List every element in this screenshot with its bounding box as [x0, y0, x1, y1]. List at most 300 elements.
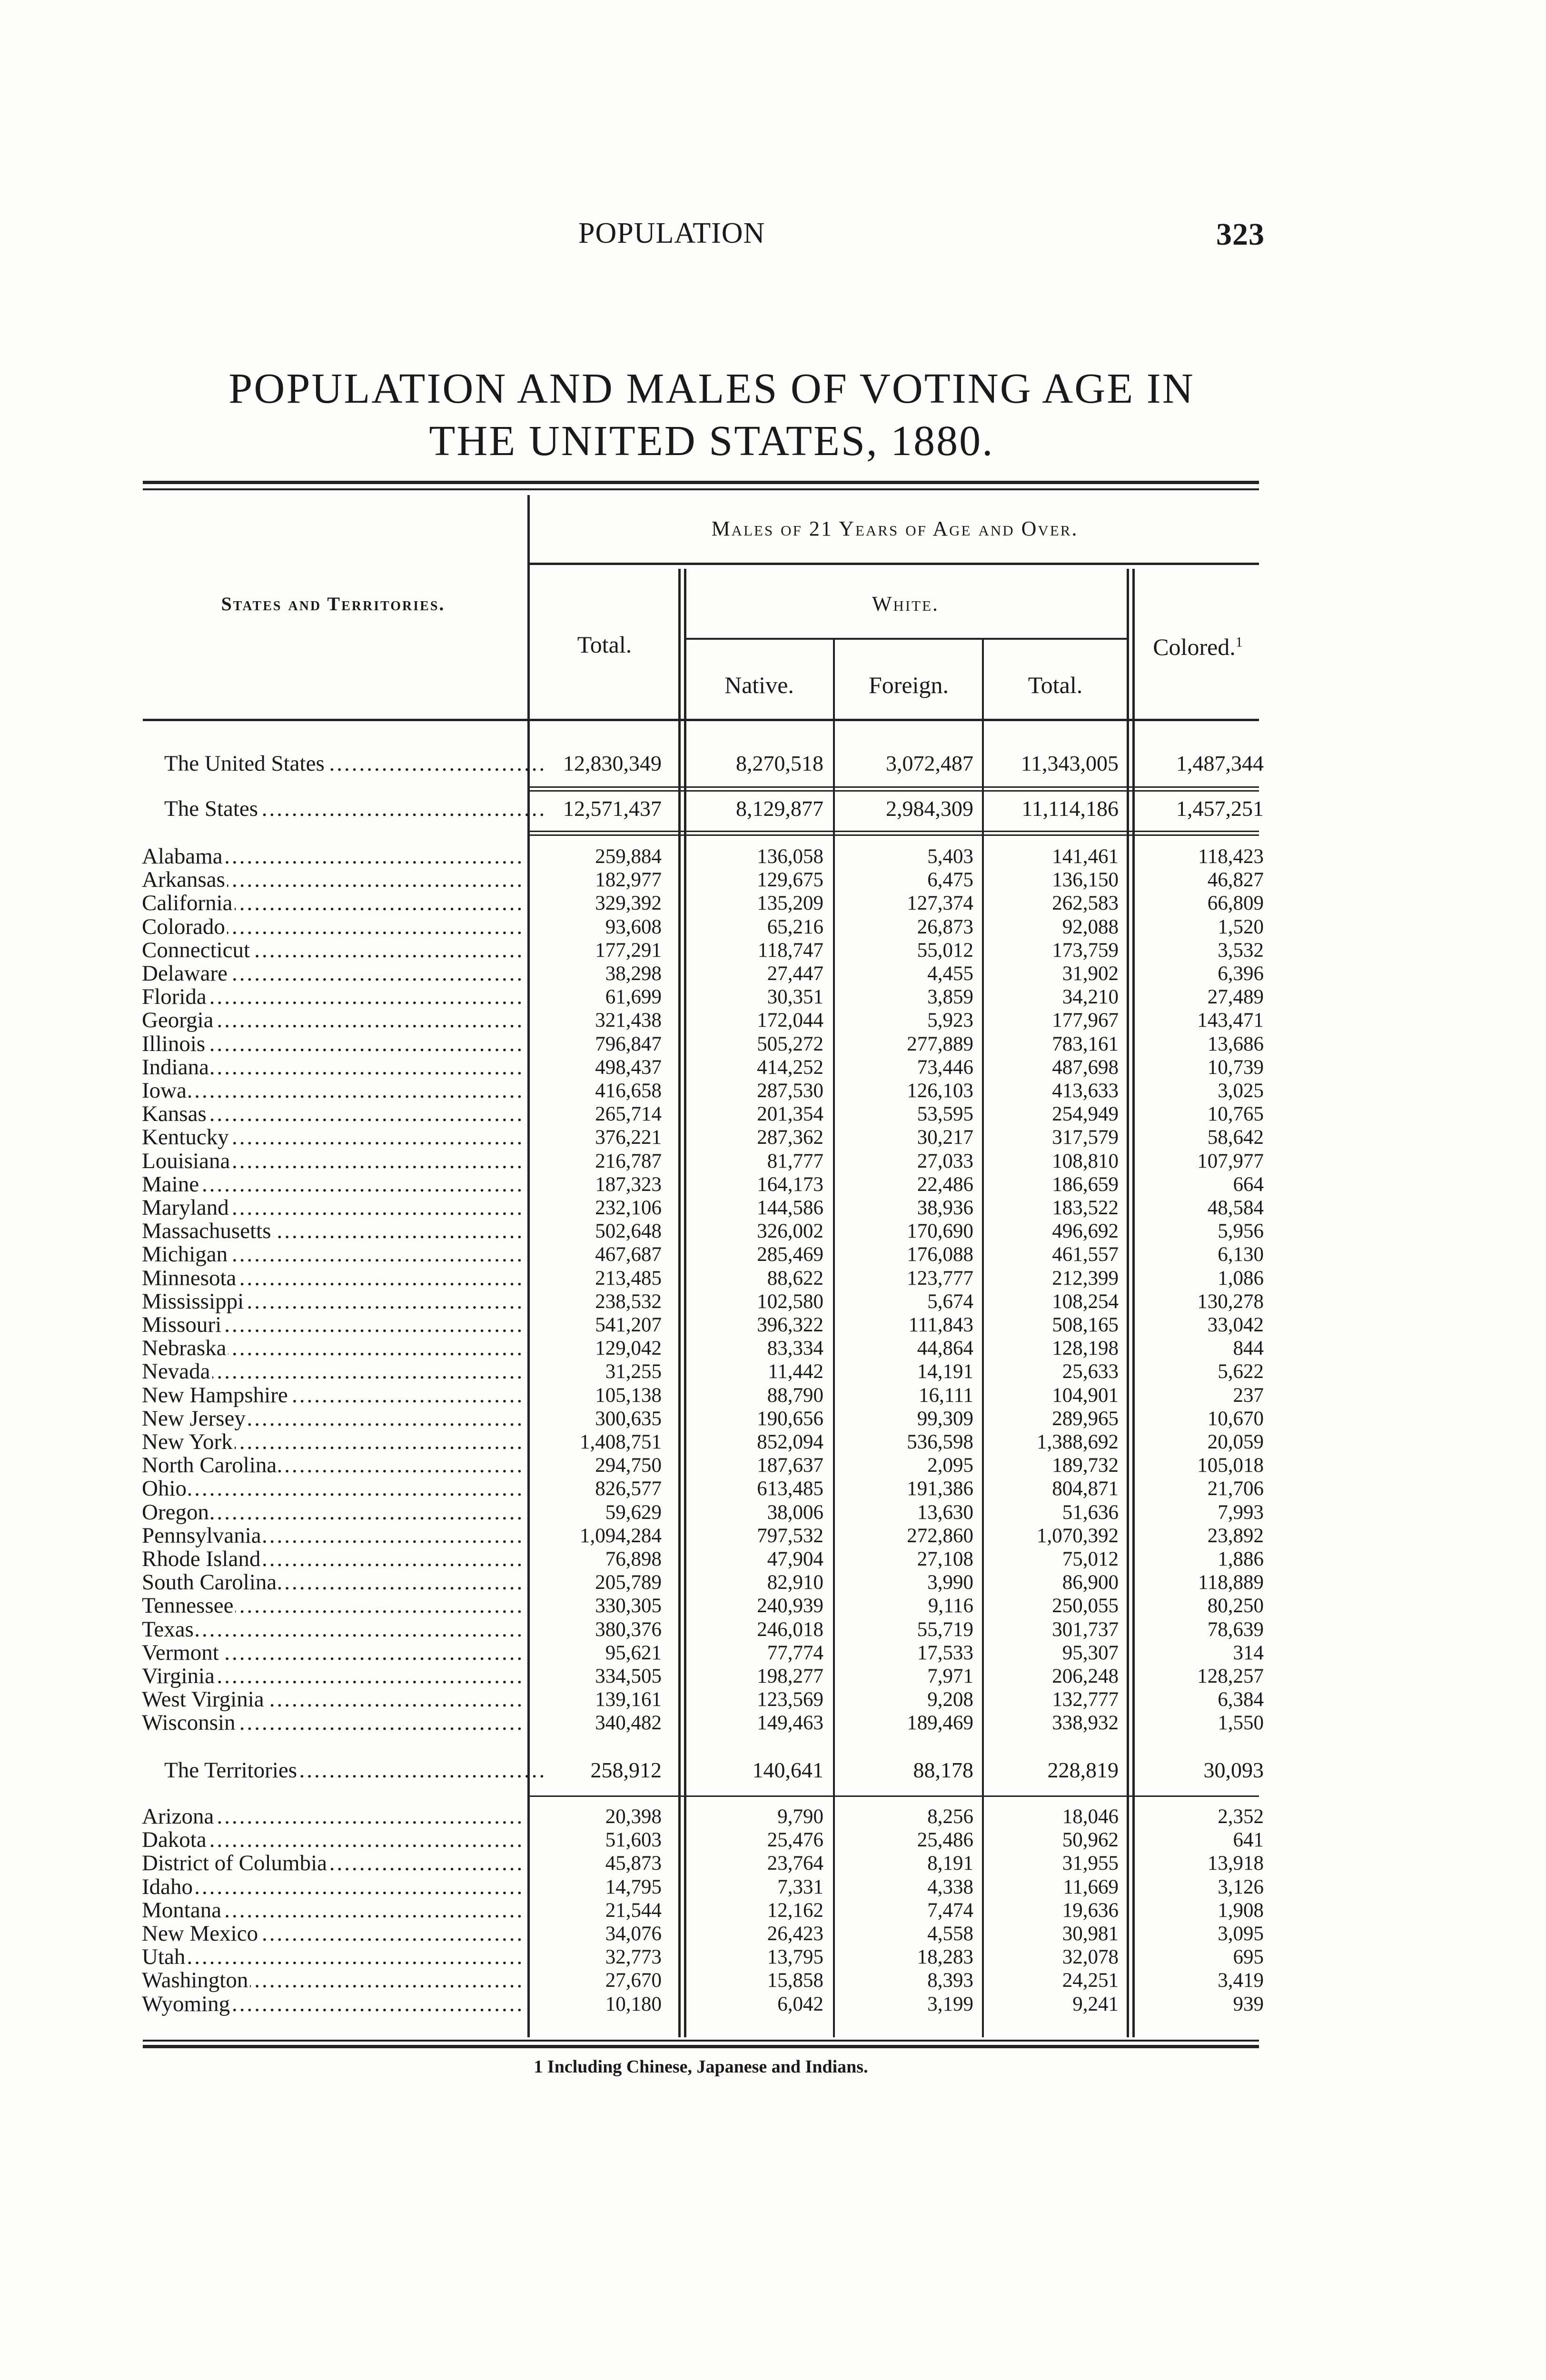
row-label-text: Kentucky [142, 1126, 231, 1149]
row-label-text: Montana [142, 1899, 223, 1922]
total-cell: 45,873 [605, 1852, 662, 1875]
total-cell: 265,714 [595, 1103, 662, 1126]
white-total-cell: 92,088 [1062, 915, 1119, 938]
native-cell: 65,216 [767, 915, 823, 938]
table-row [0, 1313, 1546, 1337]
white-total-cell: 1,388,692 [1037, 1431, 1119, 1453]
colored-cell: 20,059 [1207, 1431, 1264, 1453]
foreign-cell: 5,674 [927, 1290, 973, 1313]
table-row [0, 1665, 1546, 1688]
foreign-cell: 8,393 [927, 1969, 973, 1992]
colored-cell: 1,487,344 [1176, 751, 1264, 775]
row-label [142, 1337, 523, 1360]
row-label-text: Louisiana [142, 1150, 232, 1173]
total-cell: 213,485 [595, 1267, 662, 1289]
footnote: 1 Including Chinese, Japanese and Indians. [534, 2057, 868, 2077]
native-cell: 7,331 [777, 1875, 823, 1898]
row-label [142, 1477, 523, 1500]
colored-cell: 6,130 [1218, 1243, 1264, 1266]
white-total-cell: 1,070,392 [1037, 1524, 1119, 1547]
white-total-cell: 18,046 [1062, 1805, 1119, 1828]
native-cell: 38,006 [767, 1501, 823, 1524]
row-label-text: Dakota [142, 1828, 208, 1852]
table-row [0, 962, 1546, 985]
row-label [142, 892, 523, 915]
row-label [142, 1945, 523, 1969]
foreign-cell: 44,864 [917, 1337, 973, 1360]
colored-cell: 46,827 [1207, 869, 1264, 892]
table-row [0, 1711, 1546, 1735]
white-total-cell: 212,399 [1052, 1267, 1119, 1289]
foreign-cell: 5,923 [927, 1009, 973, 1032]
row-label-text: Nebraska [142, 1337, 228, 1360]
table-row [0, 1126, 1546, 1149]
native-cell: 123,569 [757, 1688, 823, 1711]
row-label [142, 1360, 523, 1383]
row-label [142, 1899, 523, 1922]
foreign-cell: 22,486 [917, 1173, 973, 1196]
row-label [142, 1102, 523, 1126]
foreign-cell: 26,873 [917, 915, 973, 938]
white-total-cell: 173,759 [1052, 939, 1119, 962]
colored-cell: 58,642 [1207, 1126, 1264, 1149]
row-label [142, 1407, 523, 1430]
total-cell: 21,544 [605, 1899, 662, 1922]
table-row [0, 1688, 1546, 1711]
table-row [0, 1360, 1546, 1383]
row-label-text: Arkansas [142, 868, 227, 892]
white-total-cell: 487,698 [1052, 1056, 1119, 1079]
table-row [0, 1501, 1546, 1524]
total-cell: 502,648 [595, 1220, 662, 1243]
table-row [0, 1032, 1546, 1056]
native-cell: 149,463 [757, 1712, 823, 1735]
foreign-cell: 55,012 [917, 939, 973, 962]
colored-cell: 6,384 [1218, 1688, 1264, 1711]
colored-cell: 1,086 [1218, 1267, 1264, 1289]
total-cell: 32,773 [605, 1946, 662, 1969]
bottom-rule-thick [143, 2045, 1259, 2048]
white-total-cell: 9,241 [1072, 1993, 1119, 2015]
white-total-cell: 51,636 [1062, 1501, 1119, 1524]
native-cell: 77,774 [767, 1641, 823, 1664]
native-cell: 140,641 [752, 1758, 823, 1782]
table-row [0, 1079, 1546, 1102]
row-label [142, 1056, 523, 1079]
row-label-text: North Carolina [142, 1454, 278, 1477]
row-label-text: The United States [164, 751, 327, 776]
native-cell: 30,351 [767, 986, 823, 1009]
header-states: States and Territories. [221, 593, 446, 615]
row-label [142, 1079, 523, 1102]
row-label [142, 1009, 523, 1032]
row-label-text: Minnesota [142, 1267, 238, 1290]
foreign-cell: 191,386 [907, 1478, 973, 1500]
native-cell: 326,002 [757, 1220, 823, 1243]
separator-states [527, 831, 1259, 832]
row-label-text: Massachusetts [142, 1220, 273, 1243]
white-total-cell: 11,669 [1063, 1875, 1119, 1898]
native-cell: 246,018 [757, 1618, 823, 1641]
row-label [142, 1852, 523, 1875]
row-label-text: Delaware [142, 962, 229, 985]
white-total-cell: 804,871 [1052, 1478, 1119, 1500]
foreign-cell: 14,191 [917, 1360, 973, 1383]
total-cell: 416,658 [595, 1080, 662, 1102]
white-total-cell: 11,343,005 [1021, 751, 1119, 775]
foreign-cell: 27,033 [917, 1150, 973, 1172]
row-label [142, 1454, 523, 1477]
header-bottom-rule [143, 719, 1259, 721]
colored-cell: 118,423 [1198, 845, 1264, 868]
row-label [142, 962, 523, 985]
row-label [164, 795, 545, 823]
row-label [142, 1150, 523, 1173]
colored-cell: 27,489 [1207, 986, 1264, 1009]
table-row [0, 1056, 1546, 1079]
white-total-cell: 338,932 [1052, 1712, 1119, 1735]
row-label [142, 1805, 523, 1828]
row-label-text: New Jersey [142, 1407, 248, 1430]
total-cell: 27,670 [605, 1969, 662, 1992]
row-label-text: Georgia [142, 1009, 216, 1032]
white-total-cell: 24,251 [1062, 1969, 1119, 1992]
row-label [142, 1267, 523, 1290]
colored-cell: 695 [1233, 1946, 1264, 1969]
native-cell: 6,042 [777, 1993, 823, 2015]
white-total-cell: 34,210 [1062, 986, 1119, 1009]
native-cell: 187,637 [757, 1454, 823, 1477]
table-row [0, 1102, 1546, 1126]
table-row [0, 1922, 1546, 1945]
row-label [164, 750, 545, 777]
native-cell: 505,272 [757, 1032, 823, 1055]
native-cell: 88,622 [767, 1267, 823, 1289]
header-white-total: Total. [1028, 672, 1083, 698]
row-label-text: Ohio [142, 1477, 188, 1500]
white-total-cell: 31,955 [1062, 1852, 1119, 1875]
row-label-text: Indiana [142, 1056, 211, 1079]
white-total-cell: 508,165 [1052, 1314, 1119, 1336]
colored-cell: 3,532 [1218, 939, 1264, 962]
native-cell: 144,586 [757, 1197, 823, 1219]
table-row [0, 1290, 1546, 1313]
foreign-cell: 123,777 [907, 1267, 973, 1289]
separator-states2 [527, 834, 1259, 836]
colored-cell: 2,352 [1218, 1805, 1264, 1828]
white-total-cell: 262,583 [1052, 892, 1119, 915]
native-cell: 88,790 [767, 1384, 823, 1407]
row-label-text: Washington [142, 1969, 250, 1992]
row-label [142, 1688, 523, 1711]
foreign-cell: 3,859 [927, 986, 973, 1009]
white-total-cell: 128,198 [1052, 1337, 1119, 1360]
page-number: 323 [1216, 217, 1265, 252]
row-label-text: Virginia [142, 1665, 217, 1688]
top-rule [143, 481, 1259, 484]
total-cell: 334,505 [595, 1665, 662, 1687]
white-total-cell: 177,967 [1052, 1009, 1119, 1032]
row-label [142, 1875, 523, 1899]
native-cell: 13,795 [767, 1946, 823, 1969]
colored-cell: 33,042 [1207, 1314, 1264, 1336]
colored-cell: 130,278 [1197, 1290, 1264, 1313]
row-label [142, 1290, 523, 1313]
row-label [142, 1571, 523, 1594]
colored-cell: 3,126 [1218, 1875, 1264, 1898]
foreign-cell: 2,095 [927, 1454, 973, 1477]
row-label-text: District of Columbia [142, 1852, 329, 1875]
total-cell: 300,635 [595, 1407, 662, 1430]
native-cell: 9,790 [777, 1805, 823, 1828]
row-label-text: Illinois [142, 1032, 207, 1056]
row-label [142, 985, 523, 1009]
table-row [0, 1594, 1546, 1617]
foreign-cell: 8,256 [927, 1805, 973, 1828]
foreign-cell: 25,486 [917, 1829, 973, 1852]
colored-cell: 143,471 [1197, 1009, 1264, 1032]
row-label [142, 1430, 523, 1454]
row-label [142, 1524, 523, 1547]
row-label-text: Texas [142, 1618, 196, 1641]
total-cell: 541,207 [595, 1314, 662, 1336]
separator-us2 [527, 790, 1259, 792]
white-total-cell: 461,557 [1052, 1243, 1119, 1266]
total-cell: 187,323 [595, 1173, 662, 1196]
row-label [142, 1313, 523, 1337]
colored-cell: 10,765 [1207, 1103, 1264, 1126]
white-total-cell: 289,965 [1052, 1407, 1119, 1430]
table-row [0, 1220, 1546, 1243]
total-cell: 321,438 [595, 1009, 662, 1032]
total-cell: 330,305 [595, 1595, 662, 1617]
native-cell: 83,334 [767, 1337, 823, 1360]
foreign-cell: 53,595 [917, 1103, 973, 1126]
bottom-rule [143, 2040, 1259, 2042]
native-cell: 201,354 [757, 1103, 823, 1126]
foreign-cell: 8,191 [927, 1852, 973, 1875]
white-total-cell: 108,254 [1052, 1290, 1119, 1313]
row-label [142, 939, 523, 962]
row-label [142, 1641, 523, 1665]
foreign-cell: 7,971 [927, 1665, 973, 1687]
white-total-cell: 783,161 [1052, 1032, 1119, 1055]
spanner-underline [527, 563, 1259, 565]
table-row [0, 1196, 1546, 1220]
table-row [0, 1641, 1546, 1665]
total-cell: 38,298 [605, 962, 662, 985]
white-underline [684, 638, 1127, 640]
summary-row-us [0, 750, 1546, 777]
separator-us [527, 786, 1259, 788]
total-cell: 59,629 [605, 1501, 662, 1524]
white-total-cell: 141,461 [1052, 845, 1119, 868]
table-row [0, 1828, 1546, 1852]
colored-cell: 237 [1233, 1384, 1264, 1407]
native-cell: 396,322 [757, 1314, 823, 1336]
colored-cell: 1,520 [1218, 915, 1264, 938]
table-row [0, 939, 1546, 962]
row-label-text: South Carolina [142, 1571, 278, 1594]
foreign-cell: 3,199 [927, 1993, 973, 2015]
foreign-cell: 73,446 [917, 1056, 973, 1079]
total-cell: 12,571,437 [563, 796, 662, 821]
table-row [0, 868, 1546, 892]
row-label [142, 1665, 523, 1688]
foreign-cell: 55,719 [917, 1618, 973, 1641]
row-label-text: Colorado [142, 915, 227, 939]
native-cell: 129,675 [757, 869, 823, 892]
colored-cell: 3,419 [1218, 1969, 1264, 1992]
white-total-cell: 75,012 [1062, 1548, 1119, 1570]
row-label [142, 1993, 523, 2016]
header-white: White. [872, 592, 940, 615]
total-cell: 105,138 [595, 1384, 662, 1407]
row-label-text: Florida [142, 985, 208, 1009]
total-cell: 31,255 [605, 1360, 662, 1383]
table-row [0, 1267, 1546, 1290]
white-total-cell: 228,819 [1047, 1758, 1119, 1782]
native-cell: 190,656 [757, 1407, 823, 1430]
row-label-text: Wisconsin [142, 1711, 238, 1735]
total-cell: 95,621 [605, 1641, 662, 1664]
header-colored: Colored.$^1$ [1153, 634, 1243, 660]
white-total-cell: 30,981 [1062, 1923, 1119, 1945]
separator-territories [527, 1795, 1259, 1797]
row-label [142, 1196, 523, 1220]
row-label-text: Idaho [142, 1875, 195, 1899]
row-label-text: Mississippi [142, 1290, 246, 1313]
row-label-text: Connecticut [142, 939, 252, 962]
foreign-cell: 16,111 [918, 1384, 973, 1407]
colored-cell: 10,670 [1207, 1407, 1264, 1430]
total-cell: 10,180 [605, 1993, 662, 2015]
row-label [142, 1711, 523, 1735]
colored-cell: 6,396 [1218, 962, 1264, 985]
row-label [142, 868, 523, 892]
foreign-cell: 189,469 [907, 1712, 973, 1735]
total-cell: 61,699 [605, 986, 662, 1009]
row-label [164, 1756, 545, 1784]
foreign-cell: 536,598 [907, 1431, 973, 1453]
table-row [0, 892, 1546, 915]
row-label-text: Michigan [142, 1243, 229, 1266]
row-label [142, 1618, 523, 1641]
row-label [142, 1032, 523, 1056]
row-label-text: Iowa [142, 1079, 188, 1102]
white-total-cell: 108,810 [1052, 1150, 1119, 1172]
table-row [0, 1969, 1546, 1992]
native-cell: 102,580 [757, 1290, 823, 1313]
table-title-line2: THE UNITED STATES, 1880. [429, 417, 994, 465]
colored-cell: 80,250 [1207, 1595, 1264, 1617]
table-row [0, 1875, 1546, 1899]
white-total-cell: 189,732 [1052, 1454, 1119, 1477]
native-cell: 240,939 [757, 1595, 823, 1617]
foreign-cell: 5,403 [927, 845, 973, 868]
table-row [0, 1337, 1546, 1360]
native-cell: 852,094 [757, 1431, 823, 1453]
native-cell: 47,904 [767, 1548, 823, 1570]
total-cell: 294,750 [595, 1454, 662, 1477]
row-label-text: Pennsylvania [142, 1524, 263, 1547]
row-label-text: Kansas [142, 1102, 208, 1126]
row-label-text: Alabama [142, 845, 225, 868]
colored-cell: 314 [1233, 1641, 1264, 1664]
native-cell: 12,162 [767, 1899, 823, 1922]
foreign-cell: 277,889 [907, 1032, 973, 1055]
foreign-cell: 6,475 [927, 869, 973, 892]
white-total-cell: 206,248 [1052, 1665, 1119, 1687]
foreign-cell: 2,984,309 [886, 796, 973, 821]
colored-cell: 21,706 [1207, 1478, 1264, 1500]
total-cell: 129,042 [595, 1337, 662, 1360]
colored-cell: 78,639 [1207, 1618, 1264, 1641]
colored-cell: 1,886 [1218, 1548, 1264, 1570]
white-total-cell: 86,900 [1062, 1571, 1119, 1594]
total-cell: 498,437 [595, 1056, 662, 1079]
total-cell: 232,106 [595, 1197, 662, 1219]
row-label-text: Arizona [142, 1805, 216, 1828]
colored-cell: 13,686 [1207, 1032, 1264, 1055]
row-label [142, 1384, 523, 1407]
total-cell: 1,094,284 [580, 1524, 662, 1547]
foreign-cell: 176,088 [907, 1243, 973, 1266]
white-total-cell: 496,692 [1052, 1220, 1119, 1243]
white-total-cell: 413,633 [1052, 1080, 1119, 1102]
total-cell: 340,482 [595, 1712, 662, 1735]
total-cell: 34,076 [605, 1923, 662, 1945]
total-cell: 93,608 [605, 915, 662, 938]
header-native: Native. [724, 672, 794, 698]
table-row [0, 1173, 1546, 1196]
foreign-cell: 7,474 [927, 1899, 973, 1922]
row-label [142, 1828, 523, 1852]
foreign-cell: 4,338 [927, 1875, 973, 1898]
native-cell: 8,129,877 [736, 796, 823, 821]
row-label [142, 1922, 523, 1945]
table-title: POPULATION AND MALES OF VOTING AGE IN [228, 365, 1195, 412]
colored-cell: 5,622 [1218, 1360, 1264, 1383]
white-total-cell: 301,737 [1052, 1618, 1119, 1641]
row-label [142, 1501, 523, 1524]
colored-cell: 641 [1233, 1829, 1264, 1852]
foreign-cell: 170,690 [907, 1220, 973, 1243]
total-cell: 380,376 [595, 1618, 662, 1641]
native-cell: 27,447 [767, 962, 823, 985]
row-label-text: The States [164, 796, 260, 821]
table-row [0, 1899, 1546, 1922]
white-total-cell: 32,078 [1062, 1946, 1119, 1969]
white-total-cell: 254,949 [1052, 1103, 1119, 1126]
white-total-cell: 19,636 [1062, 1899, 1119, 1922]
native-cell: 172,044 [757, 1009, 823, 1032]
footnote-ref: 1 [1235, 634, 1243, 650]
colored-cell: 107,977 [1197, 1150, 1264, 1172]
row-label-text: Missouri [142, 1313, 223, 1337]
total-cell: 139,161 [595, 1688, 662, 1711]
total-cell: 259,884 [595, 845, 662, 868]
foreign-cell: 27,108 [917, 1548, 973, 1570]
colored-cell: 939 [1233, 1993, 1264, 2015]
colored-cell: 1,550 [1218, 1712, 1264, 1735]
native-cell: 135,209 [757, 892, 823, 915]
foreign-cell: 127,374 [907, 892, 973, 915]
header-foreign: Foreign. [868, 672, 949, 698]
colored-cell: 664 [1233, 1173, 1264, 1196]
summary-row-states [0, 795, 1546, 823]
white-total-cell: 186,659 [1052, 1173, 1119, 1196]
